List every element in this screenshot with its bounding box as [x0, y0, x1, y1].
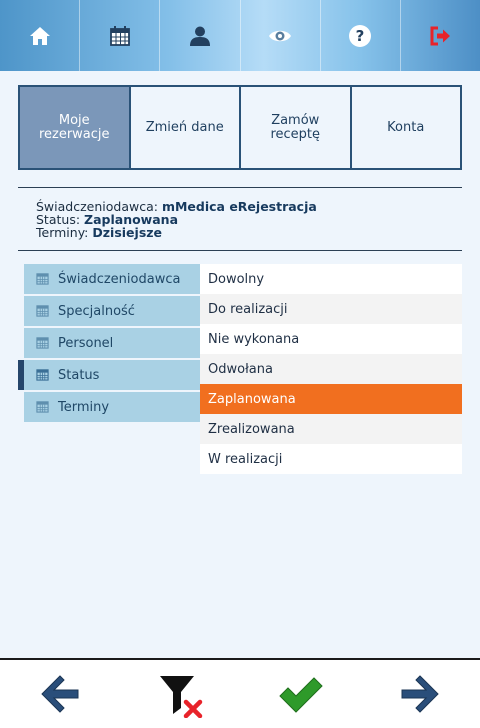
sidebar-item-label: Terminy [58, 399, 110, 415]
user-nav-button[interactable] [160, 0, 240, 71]
option-nie-wykonana[interactable]: Nie wykonana [200, 324, 462, 354]
summary-provider-value: mMedica eRejestracja [161, 199, 317, 214]
calendar-icon [36, 336, 49, 349]
summary-status-label: Status: [36, 212, 81, 227]
option-w-realizacji[interactable]: W realizacji [200, 444, 462, 474]
option-zrealizowana[interactable]: Zrealizowana [200, 414, 462, 444]
sidebar-item-specialty[interactable] [18, 296, 200, 326]
back-button[interactable] [0, 660, 120, 728]
logout-nav-button[interactable] [401, 0, 480, 71]
calendar-icon [36, 272, 49, 285]
forward-button[interactable] [360, 660, 480, 728]
divider-bottom [18, 250, 462, 251]
logout-icon [428, 24, 452, 48]
calendar-icon [36, 368, 49, 381]
filter-summary [36, 200, 317, 239]
summary-status-value: Zaplanowana [84, 212, 179, 227]
user-icon [188, 24, 212, 48]
arrow-left-icon [36, 670, 84, 718]
option-do-realizacji[interactable]: Do realizacji [200, 294, 462, 324]
bottom-action-bar [0, 658, 480, 728]
summary-terms-value: Dzisiejsze [92, 225, 163, 240]
calendar-icon [108, 24, 132, 48]
help-icon [348, 24, 372, 48]
tab-order-prescription[interactable]: Zamów receptę [241, 87, 352, 168]
top-nav-bar [0, 0, 480, 71]
sidebar-item-provider[interactable] [18, 264, 200, 294]
sidebar-item-staff[interactable] [18, 328, 200, 358]
divider-top [18, 187, 462, 188]
option-odwolana[interactable]: Odwołana [200, 354, 462, 384]
sidebar-item-terms[interactable] [18, 392, 200, 422]
tab-change-data[interactable]: Zmień dane [131, 87, 242, 168]
sidebar-item-label: Świadczeniodawca [58, 271, 181, 287]
summary-provider-label: Świadczeniodawca: [36, 199, 158, 214]
eye-icon [268, 24, 292, 48]
calendar-icon [36, 400, 49, 413]
tab-accounts[interactable]: Konta [387, 119, 425, 135]
filter-category-list [18, 264, 200, 424]
tab-my-reservations[interactable]: Moje rezerwacje [20, 87, 131, 168]
confirm-button[interactable] [240, 660, 360, 728]
sidebar-item-status[interactable] [18, 360, 200, 390]
status-option-list [200, 264, 462, 474]
sidebar-item-label: Status [58, 367, 100, 383]
home-nav-button[interactable] [0, 0, 80, 71]
calendar-icon [36, 304, 49, 317]
arrow-right-icon [396, 670, 444, 718]
main-tabs [18, 85, 462, 170]
svg-text:?: ? [355, 26, 365, 45]
calendar-nav-button[interactable] [80, 0, 160, 71]
checkmark-icon [276, 670, 324, 718]
option-dowolny[interactable]: Dowolny [200, 264, 462, 294]
summary-terms-label: Terminy: [36, 225, 89, 240]
home-icon [28, 24, 52, 48]
eye-nav-button[interactable] [241, 0, 321, 71]
clear-filters-button[interactable] [120, 660, 240, 728]
sidebar-item-label: Specjalność [58, 303, 135, 319]
help-nav-button[interactable] [321, 0, 401, 71]
summary-terms [36, 226, 317, 239]
option-zaplanowana[interactable]: Zaplanowana [200, 384, 462, 414]
sidebar-item-label: Personel [58, 335, 114, 351]
clear-filter-icon [156, 670, 204, 718]
